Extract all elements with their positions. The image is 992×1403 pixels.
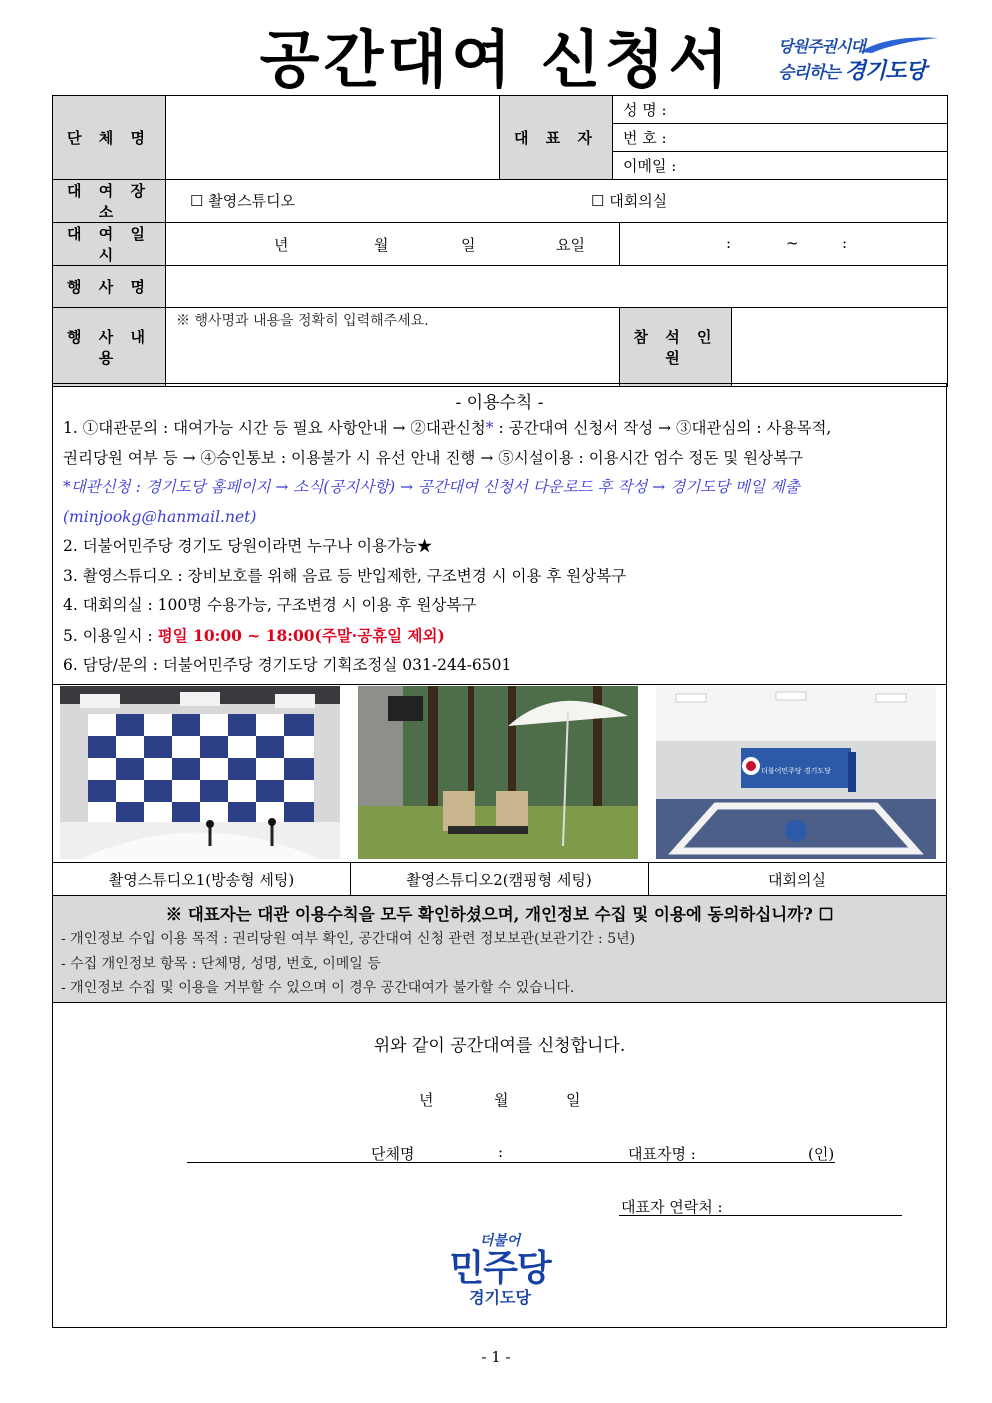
representative-fields	[613, 96, 948, 180]
attendees-label: 참 석 인 원	[620, 308, 732, 387]
event-content-note: ※ 행사명과 내용을 정확히 입력해주세요.	[176, 313, 429, 329]
rule-6: 6. 담당/문의 : 더불어민주당 경기도당 기획조정실 031-244-6501	[63, 656, 512, 674]
time-colon-start: :	[726, 234, 732, 252]
caption-studio1: 촬영스튜디오1(방송형 세팅)	[53, 862, 351, 897]
sign-line-1	[187, 1162, 835, 1163]
sign-group-colon: :	[498, 1143, 504, 1161]
group-name-label: 단 체 명	[53, 96, 166, 180]
place-options	[166, 180, 948, 223]
hall-banner-text: 더불어민주당 경기도당	[761, 767, 831, 775]
rule-5-hours: 평일 10:00 ~ 18:00(주말·공휴일 제외)	[157, 625, 445, 645]
slogan-line-2	[778, 54, 926, 85]
sign-day: 일	[566, 1091, 581, 1109]
rep-number-label: 번 호 :	[623, 129, 667, 147]
studio1-photo	[60, 686, 340, 859]
date-year: 년	[274, 236, 289, 254]
event-content-field[interactable]	[166, 308, 620, 387]
consent-item-1: - 개인정보 수입 이용 목적 : 권리당원 여부 확인, 공간대여 신청 관련 정보보관(보관기간 : 5년)	[61, 931, 636, 947]
rule-1-note-2: (minjookg@hanmail.net)	[63, 507, 257, 526]
rule-1-note-1: *대관신청 : 경기도당 홈페이지 → 소식(공지사항) → 공간대여 신청서 다운로드 후 작성 → 경기도당 메일 제출	[63, 478, 800, 496]
rule-5a: 5. 이용일시 :	[63, 626, 158, 645]
sign-seal: (인)	[808, 1145, 835, 1163]
slogan-line-1: 당원주권시대	[778, 37, 865, 56]
rep-number-field[interactable]	[613, 124, 947, 152]
usage-rules-section	[52, 383, 947, 685]
rule-1-cont: 권리당원 여부 등 → ④승인통보 : 이용불가 시 유선 안내 진행 → ⑤시설이용 : 이용시간 엄수 정돈 및 원상복구	[63, 448, 804, 467]
place-option-hall[interactable]: ☐ 대회의실	[591, 192, 668, 210]
rule-1-star: *	[485, 419, 494, 437]
consent-item-3: - 개인정보 수집 및 이용을 거부할 수 있으며 이 경우 공간대여가 불가할 수 있습니다.	[61, 980, 575, 996]
party-logo-line-3: 경기도당	[469, 1288, 531, 1307]
time-tilde: ~	[786, 234, 799, 252]
rule-2-star: ★	[416, 537, 433, 555]
rule-1b: : 공간대여 신청서 작성 → ③대관심의 : 사용목적,	[493, 419, 832, 437]
sign-group-label: 단체명	[371, 1145, 415, 1163]
rep-email-field[interactable]	[613, 152, 947, 179]
rule-2a: 2. 더불어민주당 경기도 당원이라면 누구나 이용가능	[63, 537, 417, 555]
application-statement: 위와 같이 공간대여를 신청합니다.	[373, 1036, 626, 1056]
event-content-label: 행 사 내 용	[53, 308, 166, 387]
party-logo	[440, 1234, 560, 1319]
date-field[interactable]	[166, 223, 620, 266]
swoosh-icon	[858, 36, 940, 54]
rep-name-label: 성 명 :	[623, 101, 667, 119]
rule-3: 3. 촬영스튜디오 : 장비보호를 위해 음료 등 반입제한, 구조변경 시 이용 후 원상복구	[63, 566, 627, 585]
consent-question[interactable]: ※ 대표자는 대관 이용수칙을 모두 확인하셨으며, 개인정보 수집 및 이용에 동의하십니까? ☐	[165, 905, 834, 924]
sign-year: 년	[419, 1091, 434, 1109]
date-weekday: 요일	[556, 236, 585, 254]
group-name-field[interactable]	[166, 96, 500, 180]
document-title: 공간대여 신청서	[259, 23, 733, 96]
representative-label: 대 표 자	[500, 96, 613, 180]
rep-name-field[interactable]	[613, 96, 947, 124]
attendees-field[interactable]	[732, 308, 948, 387]
sign-rep-name-label: 대표자명 :	[628, 1145, 696, 1163]
event-name-label: 행 사 명	[53, 266, 166, 308]
caption-studio2: 촬영스튜디오2(캠핑형 세팅)	[350, 862, 649, 897]
rule-1	[53, 414, 946, 444]
place-option-studio[interactable]: ☐ 촬영스튜디오	[190, 192, 296, 210]
time-colon-end: :	[842, 234, 848, 252]
sign-line-2	[619, 1215, 902, 1216]
party-logo-line-2: 민주당	[449, 1248, 551, 1289]
slogan-line-2a: 승리하는	[778, 63, 845, 83]
rule-5	[53, 621, 946, 652]
sign-rep-contact-label: 대표자 연락처 :	[621, 1198, 723, 1216]
sign-month: 월	[494, 1091, 509, 1109]
application-form-table	[52, 95, 948, 387]
consent-item-2: - 수집 개인정보 항목 : 단체명, 성명, 번호, 이메일 등	[61, 955, 381, 972]
rule-1a: 1. ①대관문의 : 대여가능 시간 등 필요 사항안내 → ②대관신청	[63, 419, 486, 437]
event-name-field[interactable]	[166, 266, 948, 308]
date-label: 대 여 일 시	[53, 223, 166, 266]
privacy-consent-section	[52, 895, 947, 1003]
rule-2	[53, 532, 946, 562]
facility-photos	[52, 684, 947, 896]
caption-hall: 대회의실	[648, 862, 946, 897]
time-field[interactable]	[620, 223, 948, 266]
meeting-hall-photo	[656, 686, 936, 859]
date-month: 월	[374, 236, 389, 254]
rep-email-label: 이메일 :	[623, 157, 677, 175]
slogan-line-2b: 경기도당	[844, 59, 926, 84]
rule-4: 4. 대회의실 : 100명 수용가능, 구조변경 시 이용 후 원상복구	[63, 596, 477, 614]
page-number: - 1 -	[481, 1348, 511, 1366]
party-slogan-logo	[776, 34, 946, 84]
studio2-photo	[358, 686, 638, 859]
party-logo-line-1: 더불어	[479, 1233, 521, 1249]
place-label: 대 여 장 소	[53, 180, 166, 223]
rules-title: - 이용수칙 -	[455, 393, 544, 413]
date-day: 일	[461, 236, 476, 254]
